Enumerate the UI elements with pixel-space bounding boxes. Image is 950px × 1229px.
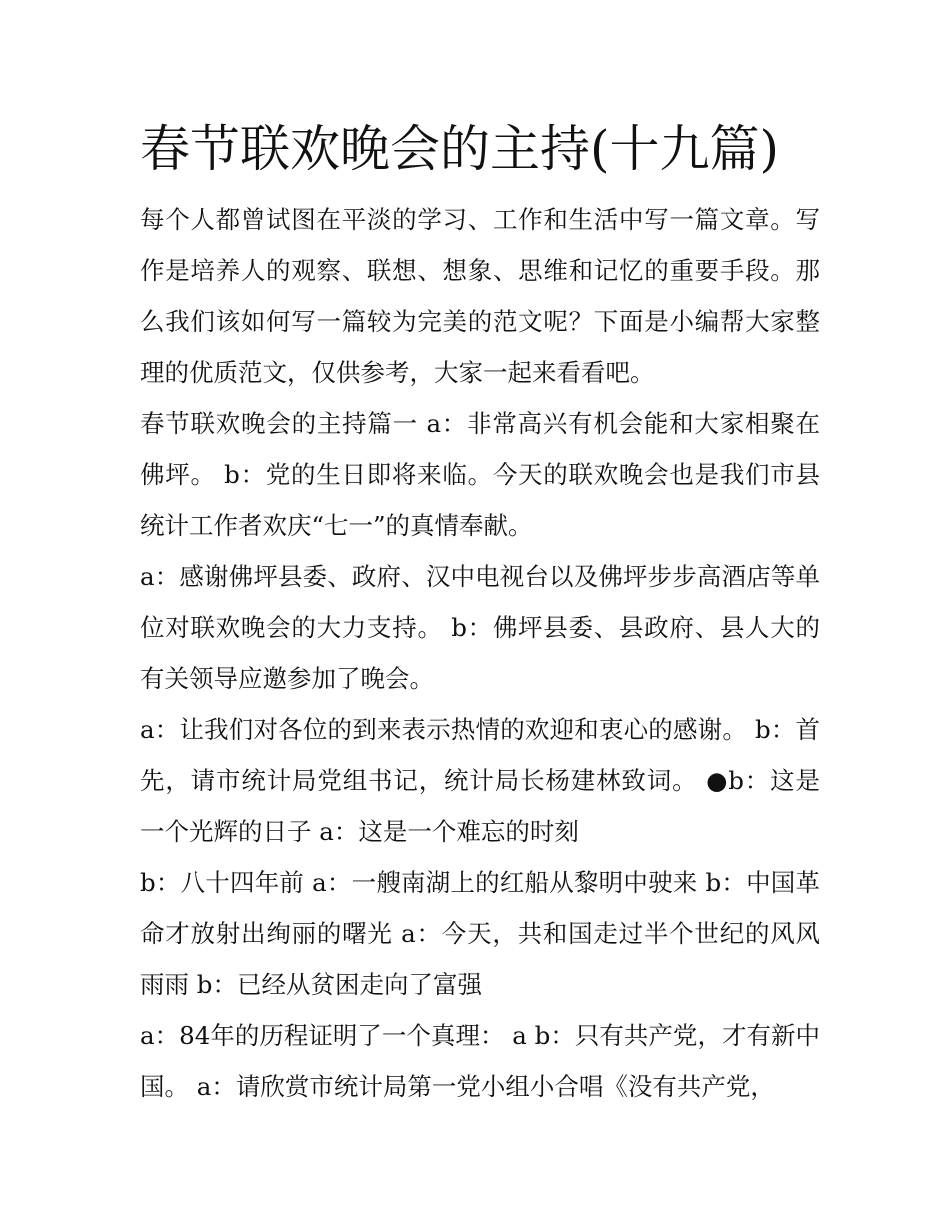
document-body [140,194,820,1112]
document-content [140,118,820,1112]
document-title: 春节联欢晚会的主持(十九篇) [140,120,780,178]
paragraph-opening: 春节联欢晚会的主持篇一 a：非常高兴有机会能和大家相聚在佛坪。 b：党的生日即将来临。今天的联欢晚会也是我们市县统计工作者欢庆“七一”的真情奉献。 [140,409,820,540]
paragraph-history: b：八十四年前 a：一艘南湖上的红船从黎明中驶来 b：中国革命才放射出绚丽的曙光 a：今天，共和国走过半个世纪的风风雨雨 b：已经从贫困走向了富强 [140,868,820,999]
paragraph-intro: 每个人都曾试图在平淡的学习、工作和生活中写一篇文章。写作是培养人的观察、联想、想象、思维和记忆的重要手段。那么我们该如何写一篇较为完美的范文呢？下面是小编帮大家整理的优质范文，仅供参考，大家一起来看看吧。 [140,205,820,387]
paragraph-welcome: a：让我们对各位的到来表示热情的欢迎和衷心的感谢。 b：首先，请市统计局党组书记，统计局长杨建林致词。 ●b：这是一个光辉的日子 a：这是一个难忘的时刻 [140,715,820,846]
paragraph-truth: a：84年的历程证明了一个真理： a b：只有共产党，才有新中国。 a：请欣赏市统计局第一党小组小合唱《没有共产党， [140,1021,820,1101]
paragraph-thanks: a：感谢佛坪县委、政府、汉中电视台以及佛坪步步高酒店等单位对联欢晚会的大力支持。 b：佛坪县委、县政府、县人大的有关领导应邀参加了晚会。 [140,562,820,693]
